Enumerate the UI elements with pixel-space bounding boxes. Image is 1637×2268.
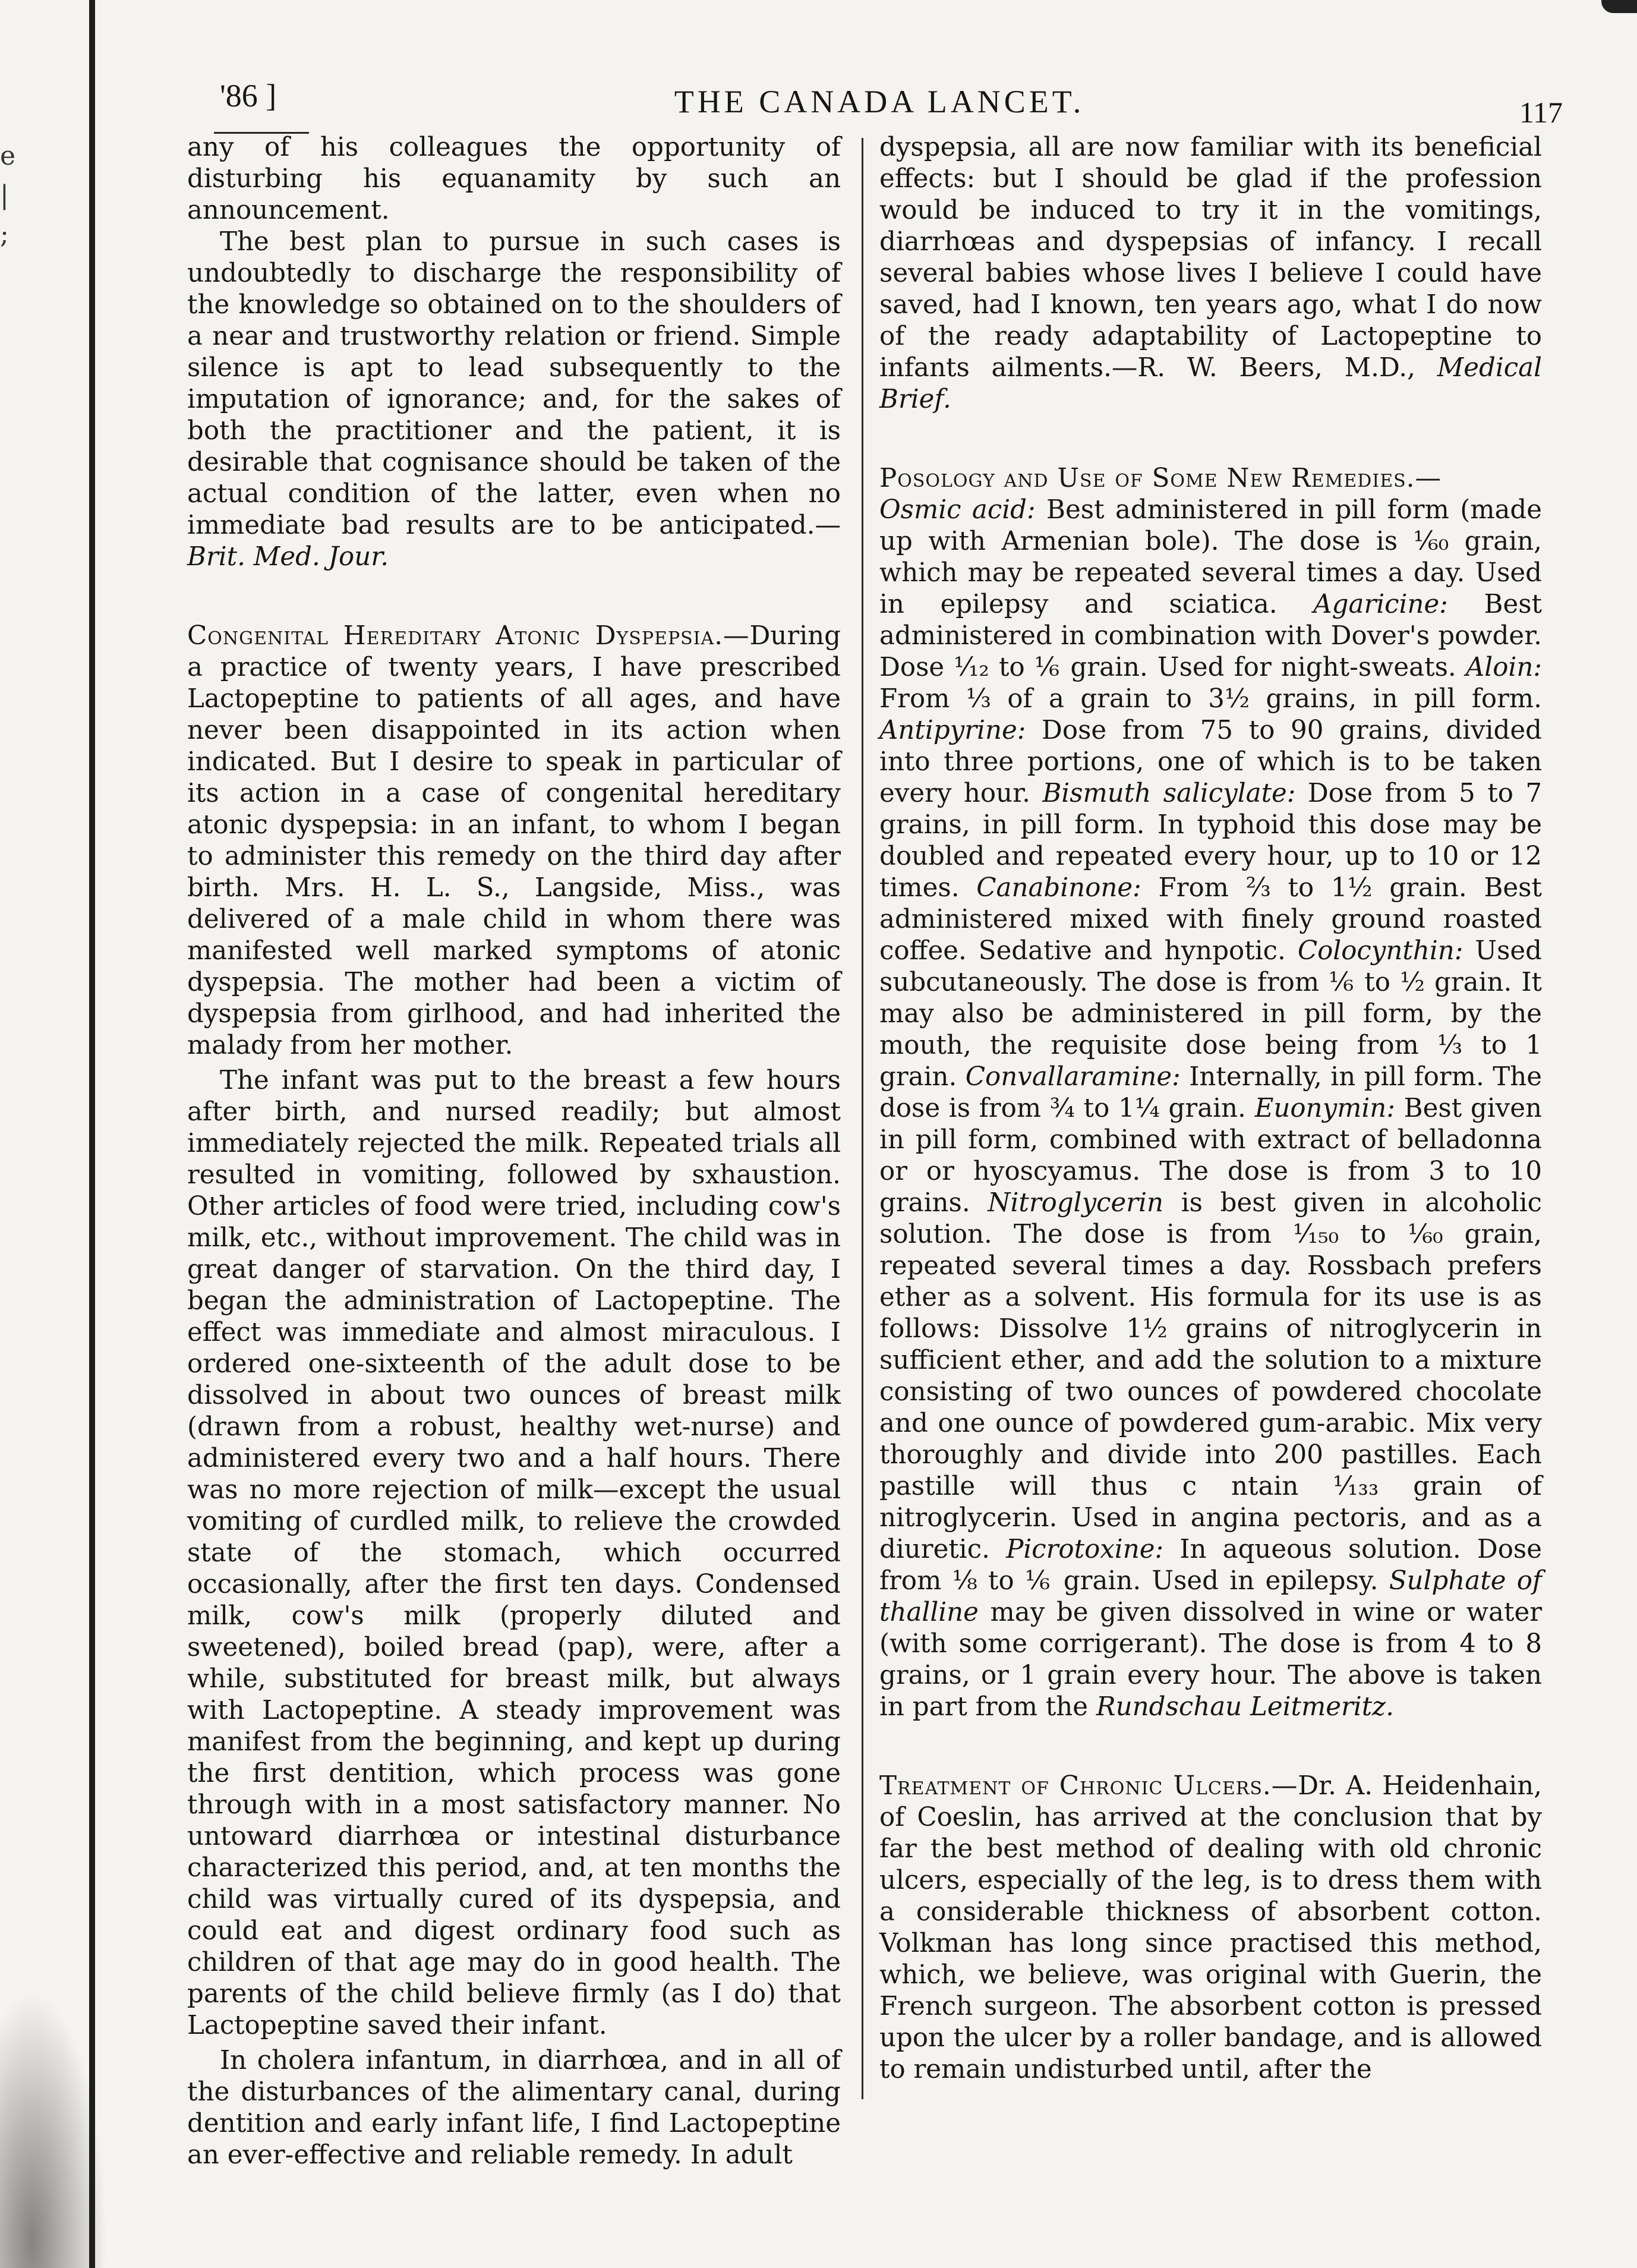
remedy-text: Internally, in pill form. The dose is from ¾ to 1¼ grain. (879, 1062, 1542, 1123)
running-header (196, 77, 1563, 129)
paragraph: In cholera infantum, in diarrhœa, and in all of the disturbances of the alimentary canal, during dentition and early infant life, I find Lactopeptine an ever-effective and reliable remedy. In adult (187, 2046, 841, 2170)
facing-page-edge: e | ; (0, 141, 16, 250)
journal-title: THE CANADA LANCET. (674, 84, 1085, 119)
remedy-text: Dose from 75 to 90 grains, divided into three portions, one of which is to be taken every hour. (879, 716, 1542, 808)
remedy-text: is best given in alcoholic solution. The dose is from ¹⁄₁₅₀ to ¹⁄₆₀ grain, repeated several times a day. Rossbach prefers ether as a solvent. His formula for its use is as follows: Dissolve 1½ grains of nitroglycerin in sufficient ether, and add the solution to a mixture consisting of two ounces of powdered chocolate and one ounce of powdered gum-arabic. Mix very thoroughly and divide into 200 pastilles. Each pastille will thus c ntain ¹⁄₁₃₃ grain of nitroglycerin. Used in angina pectoris, and as a diuretic. (879, 1188, 1543, 1564)
remedy-name: Convallaramine: (965, 1062, 1181, 1092)
section-chronic-ulcers (879, 1771, 1542, 2086)
source-citation: Medical Brief. (879, 353, 1542, 414)
paragraph-text: The best plan to pursue in such cases is undoubtedly to discharge the responsibility of the knowledge so obtained on to the shoulders of a near and trustworthy relation or friend. Simple silence is apt to lead subsequently to the imputation of ignorance; and, for the sakes of both the practitioner and the patient, it is desirable that cognisance should be taken of the actual condition of the latter, even when no immediate bad results are to be anticipated.— (187, 227, 841, 540)
remedy-text: Best administered in combination with Dover's powder. Dose ¹⁄₁₂ to ⅙ grain. Used for night-sweats. (879, 590, 1542, 682)
remedy-text: may be given dissolved in wine or water (with some corrigerant). The dose is from 4 to 8 grains, or 1 grain every hour. The above is taken in part from the (879, 1598, 1542, 1722)
remedy-name: Euonymin: (1254, 1094, 1395, 1123)
section-congenital-dyspepsia (187, 620, 841, 1061)
remedy-name: Bismuth salicylate: (1042, 779, 1296, 808)
remedy-name: Osmic acid: (879, 495, 1036, 525)
remedy-name: Nitroglycerin (988, 1188, 1163, 1218)
page-stain (0, 1991, 107, 2268)
paragraph (187, 226, 841, 573)
remedy-name: Canabinone: (976, 873, 1141, 903)
remedy-text: From ⅔ to 1½ grain. Best administered mixed with finely ground roasted coffee. Sedative and hynpotic. (879, 873, 1542, 966)
source-citation: Brit. Med. Jour. (187, 542, 389, 572)
remedy-text: Best administered in pill form (made up with Armenian bole). The dose is ¹⁄₆₀ grain, which may be repeated several times a day. Used in epilepsy and sciatica. (879, 495, 1542, 619)
paragraph-text: During a practice of twenty years, I have prescribed Lactopeptine to patients of all ages, and have never been disappointed in its action when indicated. But I desire to speak in particular of its action in a case of congenital hereditary atonic dyspepsia: in an infant, to whom I began to administer this remedy on the third day after birth. Mrs. H. L. S., Langside, Miss., was delivered of a male child in whom there was manifested well marked symptoms of atonic dyspepsia. The mother had been a victim of dyspepsia from girlhood, and had inherited the malady from her mother. (187, 621, 841, 1060)
remedy-text: From ⅓ of a grain to 3½ grains, in pill form. (879, 684, 1542, 714)
column-divider (862, 138, 863, 2099)
section-heading: Posology and Use of Some New Remedies.— (879, 464, 1442, 493)
section-posology (879, 463, 1542, 1723)
remedy-name: Antipyrine: (879, 716, 1026, 745)
header-year: '86 ] (220, 78, 277, 114)
left-column (187, 132, 841, 2171)
right-column (879, 132, 1542, 2086)
remedy-name: Aloin: (1465, 653, 1542, 682)
remedy-text: In aqueous solution. Dose from ⅛ to ⅙ grain. Used in epilepsy. (879, 1535, 1543, 1596)
remedy-name: Colocynthin: (1297, 936, 1463, 966)
paragraph-text: Dr. A. Heidenhain, of Coeslin, has arrived at the conclusion that by far the best method of dealing with old chronic ulcers, especially of the leg, is to dress them with a considerable thickness of absorbent cotton. Volkman has long since practised this method, which, we believe, was original with Guerin, the French surgeon. The absorbent cotton is pressed upon the ulcer by a roller bandage, and is allowed to remain undisturbed until, after the (879, 1771, 1542, 2084)
section-heading: Treatment of Chronic Ulcers.— (879, 1771, 1298, 1801)
paragraph-text: dyspepsia, all are now familiar with its beneficial effects: but I should be glad if the profession would be induced to try it in the vomitings, diarrhœas and dyspepsias of infancy. I recall several babies whose lives I believe I could have saved, had I known, ten years ago, what I do now of the ready adaptability of Lactopeptine to infants ailments.—R. W. Beers, M.D., (879, 133, 1542, 383)
paragraph (879, 132, 1542, 415)
page-number: 117 (1519, 96, 1563, 129)
book-spine-shadow (89, 0, 95, 2268)
page-corner-mark (1601, 0, 1637, 13)
paragraph: any of his colleagues the opportunity of disturbing his equanamity by such an announcement. (187, 133, 841, 225)
remedy-text: Dose from 5 to 7 grains, in pill form. In typhoid this dose may be doubled and repeated every hour, up to 10 or 12 times. (879, 779, 1542, 903)
source-citation: Rundschau Leitmeritz. (1096, 1692, 1394, 1722)
remedy-text: Used subcutaneously. The dose is from ⅙ to ½ grain. It may also be administered in pill form, by the mouth, the requisite dose being from ⅓ to 1 grain. (879, 936, 1542, 1092)
section-heading: Congenital Hereditary Atonic Dyspepsia.— (187, 621, 750, 651)
remedy-text: Best given in pill form, combined with extract of belladonna or or hyoscyamus. The dose is from 3 to 10 grains. (879, 1094, 1542, 1218)
remedy-name: Sulphate of thalline (879, 1566, 1542, 1627)
paragraph: The infant was put to the breast a few hours after birth, and nursed readily; but almost immediately rejected the milk. Repeated trials all resulted in vomiting, followed by sxhaustion. Other articles of food were tried, including cow's milk, etc., without improvement. The child was in great danger of starvation. On the third day, I began the administration of Lactopeptine. The effect was immediate and almost miraculous. I ordered one-sixteenth of the adult dose to be dissolved in about two ounces of breast milk (drawn from a robust, healthy wet-nurse) and administered every two and a half hours. There was no more rejection of milk—except the usual vomiting of curdled milk, to relieve the crowded state of the stomach, which occurred occasionally, after the first ten days. Condensed milk, cow's milk (properly diluted and sweetened), boiled bread (pap), were, after a while, substituted for breast milk, but always with Lactopeptine. A steady improvement was manifest from the beginning, and kept up during the first dentition, which process was gone through with in a most satisfactory manner. No untoward diarrhœa or intestinal disturbance characterized this period, and, at ten months the child was virtually cured of its dyspepsia, and could eat and digest ordinary food such as children of that age may do in good health. The parents of the child believe firmly (as I do) that Lactopeptine saved their infant. (187, 1066, 841, 2040)
remedy-name: Agaricine: (1313, 590, 1448, 619)
remedy-name: Picrotoxine: (1006, 1535, 1164, 1564)
